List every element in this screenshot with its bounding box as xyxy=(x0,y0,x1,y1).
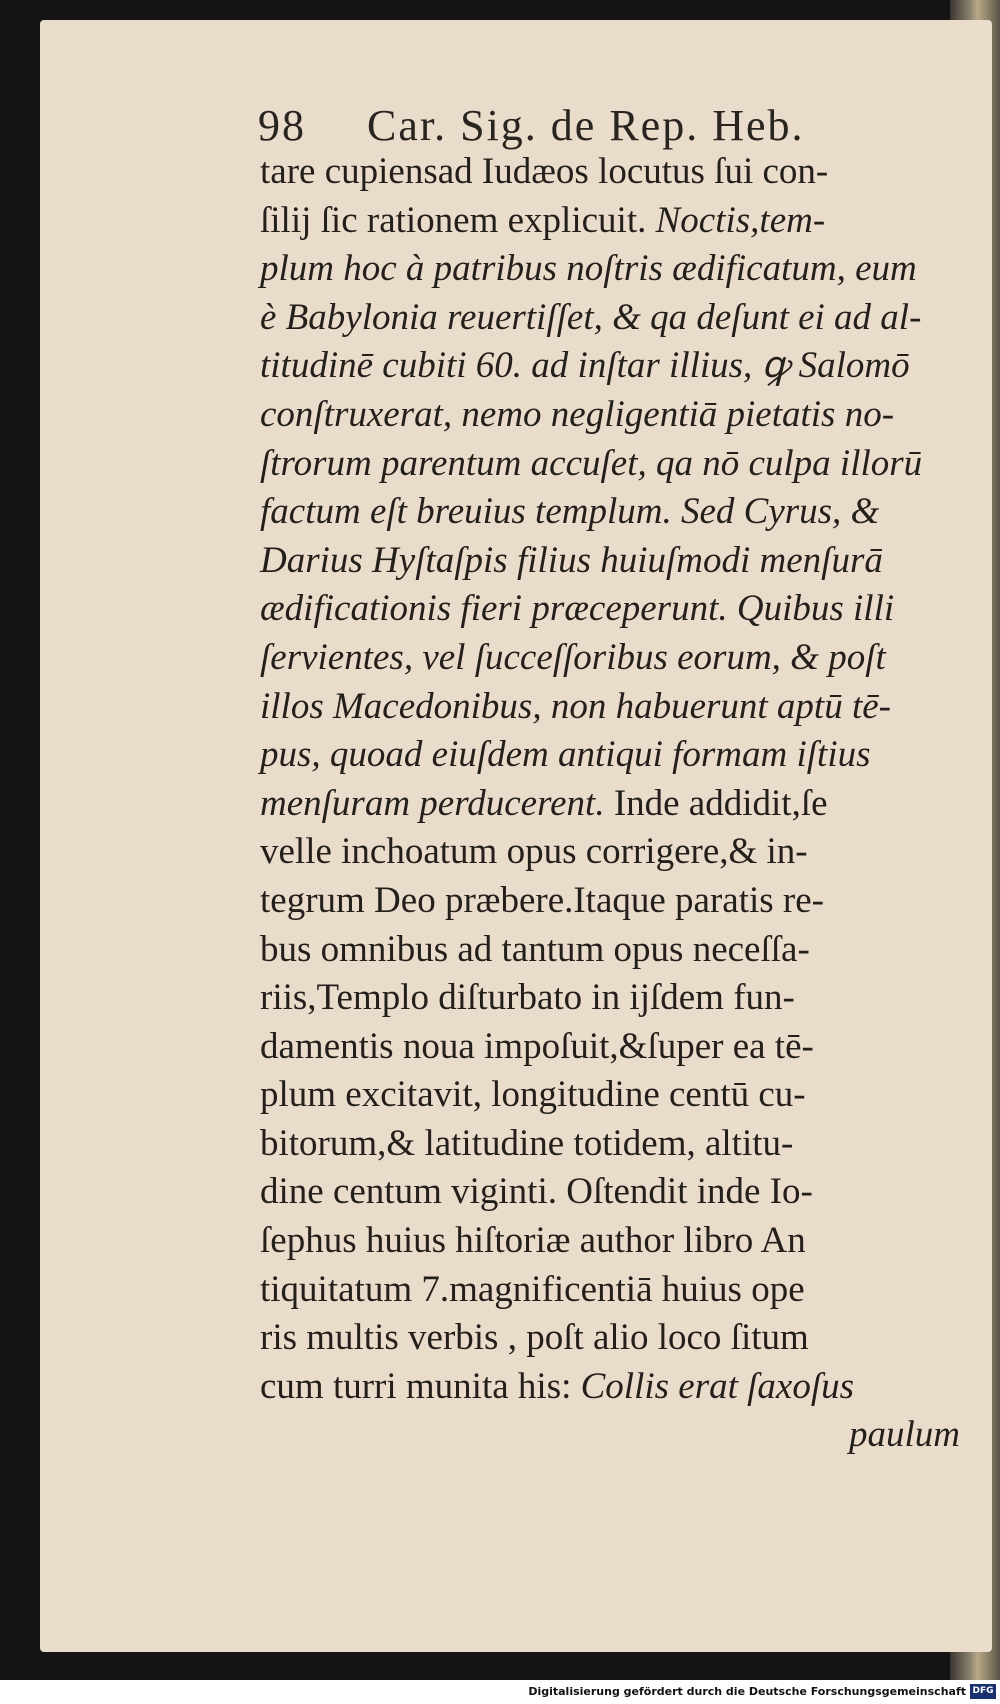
text-line: plum excitavit, longitudine centū cu- xyxy=(260,1074,806,1116)
italic-segment: Collis erat ſaxoſus xyxy=(580,1365,855,1407)
body-text xyxy=(260,148,960,1460)
text-line: tare cupiensad Iudæos locutus ſui con- xyxy=(260,151,829,192)
text-line: damentis noua impoſuit,&ſuper ea tē- xyxy=(260,1025,814,1067)
catchword: paulum xyxy=(849,1414,960,1456)
text-line: ſervientes, vel ſucceſſoribus eorum, & poſt xyxy=(260,636,886,678)
text-line xyxy=(260,780,960,829)
roman-segment: Inde addidit,ſe xyxy=(613,782,828,824)
footer-credit: Digitalisierung gefördert durch die Deutsche Forschungsgemeinschaft xyxy=(528,1685,966,1698)
text-line: bitorum,& latitudine totidem, altitu- xyxy=(260,1122,794,1164)
text-line: illos Macedonibus, non habuerunt aptū tē- xyxy=(260,685,891,727)
text-line: riis,Templo diſturbato in ijſdem fun- xyxy=(260,977,795,1019)
text-line: ædificationis fieri præceperunt. Quibus illi xyxy=(260,588,895,630)
running-title: Car. Sig. de Rep. Heb. xyxy=(367,101,805,150)
text-line: factum eſt breuius templum. Sed Cyrus, & xyxy=(260,491,880,533)
roman-segment: cum turri munita his: xyxy=(260,1365,581,1407)
text-line: ris multis verbis , poſt alio loco ſitum xyxy=(260,1317,809,1359)
text-line: pus, quoad eiuſdem antiqui formam iſtius xyxy=(260,734,871,776)
running-header xyxy=(258,100,908,151)
text-line: Darius Hyſtaſpis filius huiuſmodi menſurā xyxy=(260,539,883,581)
text-line: plum hoc à patribus noſtris ædificatum, eum xyxy=(260,248,917,290)
text-line: tiquitatum 7.magnificentiā huius ope xyxy=(260,1268,805,1310)
text-line xyxy=(260,1363,960,1412)
digitization-footer xyxy=(0,1680,1000,1704)
dfg-logo-icon: DFG xyxy=(970,1684,996,1699)
italic-segment: menſuram perducerent. xyxy=(260,782,614,824)
text-line: conſtruxerat, nemo negligentiā pietatis no- xyxy=(260,393,895,435)
text-line xyxy=(260,197,960,246)
text-line: titudinē cubiti 60. ad inſtar illius, ꝙ Salomō xyxy=(260,345,910,387)
text-line: dine centum viginti. Oſtendit inde Io- xyxy=(260,1171,813,1213)
text-line: è Babylonia reuertiſſet, & qa deſunt ei ad al- xyxy=(260,296,922,338)
text-line: velle inchoatum opus corrigere,& in- xyxy=(260,831,808,873)
text-line: bus omnibus ad tantum opus neceſſa- xyxy=(260,928,810,970)
roman-segment: ſilij ſic rationem explicuit. xyxy=(260,199,656,241)
text-line: tegrum Deo præbere.Itaque paratis re- xyxy=(260,879,824,921)
text-line: ſephus huius hiſtoriæ author libro An xyxy=(260,1220,806,1262)
italic-segment: Noctis,tem- xyxy=(655,199,826,241)
page-number: 98 xyxy=(258,101,306,150)
text-line: ſtrorum parentum accuſet, qa nō culpa illorū xyxy=(260,442,923,484)
